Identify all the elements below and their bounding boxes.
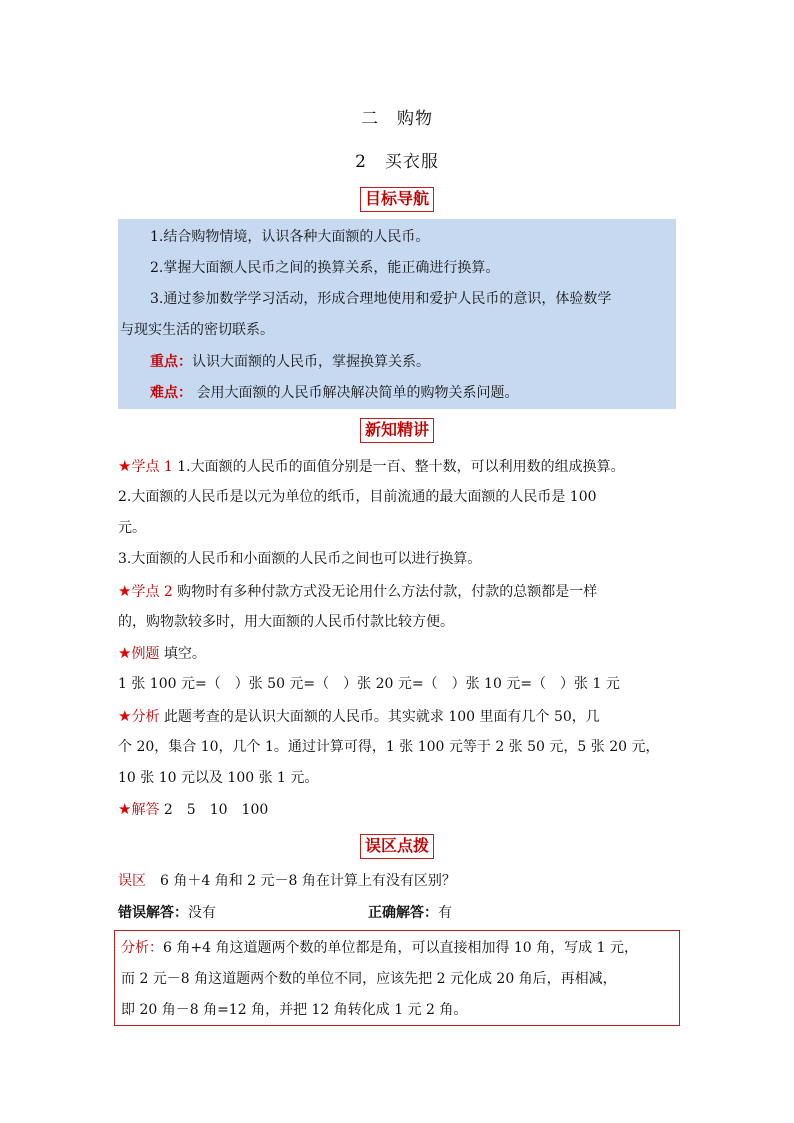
star-icon: ★	[118, 707, 132, 725]
goals-heading: 目标导航	[360, 187, 434, 212]
key-point-text: 认识大面额的人民币，掌握换算关系。	[192, 354, 430, 370]
example-line	[118, 643, 206, 664]
wrong-answer	[118, 903, 216, 923]
goal-item-3-cont: 与现实生活的密切联系。	[120, 322, 274, 338]
star-icon: ★	[118, 457, 132, 475]
pitfall-analysis-line2: 而 2 元－8 角这道题两个数的单位不同，应该先把 2 元化成 20 角后，再相减，	[121, 971, 617, 987]
answer-line	[118, 799, 268, 820]
pitfall-label: 误区	[118, 873, 146, 889]
goal-item-2: 2.掌握大面额人民币之间的换算关系，能正确进行换算。	[150, 260, 500, 276]
new-knowledge-heading: 新知精讲	[360, 418, 434, 443]
analysis-line3: 10 张 10 元以及 100 张 1 元。	[118, 770, 319, 786]
wrong-answer-label: 错误解答：	[118, 905, 188, 921]
key-point-label: 重点：	[150, 354, 192, 370]
difficult-point-label: 难点：	[150, 385, 192, 401]
point2-line2: 的，购物款较多时，用大面额的人民币付款比较方便。	[118, 614, 454, 630]
lesson-title: 2 买衣服	[355, 152, 439, 172]
point2-label: 学点 2	[131, 584, 173, 600]
goal-item-3: 3.通过参加数学学习活动，形成合理地使用和爱护人民币的意识，体验数学	[150, 291, 612, 307]
pitfall-analysis-line3: 即 20 角－8 角=12 角，并把 12 角转化成 1 元 2 角。	[121, 1002, 468, 1018]
point1-line4: 3.大面额的人民币和小面额的人民币之间也可以进行换算。	[118, 551, 482, 567]
unit-title: 二 购物	[361, 109, 433, 129]
difficult-point	[150, 383, 518, 403]
point1-text-1: 1.大面额的人民币的面值分别是一百、整十数，可以利用数的组成换算。	[177, 459, 625, 475]
point1-label: 学点 1	[131, 459, 173, 475]
goal-item-1: 1.结合购物情境，认识各种大面额的人民币。	[150, 229, 430, 245]
answer-text: 2 5 10 100	[159, 802, 269, 818]
point2-line1	[118, 581, 597, 602]
right-answer-label: 正确解答：	[368, 905, 438, 921]
pitfall-question: 6 角＋4 角和 2 元－8 角在计算上有没有区别？	[146, 873, 456, 889]
example-question: 1 张 100 元=（ ）张 50 元=（ ）张 20 元=（ ）张 10 元=（ ）张 1 元	[118, 676, 620, 692]
difficult-point-text: 会用大面额的人民币解决解决简单的购物关系问题。	[192, 385, 519, 401]
answer-label: 解答	[131, 802, 160, 818]
analysis-line2: 个 20，集合 10，几个 1。通过计算可得，1 张 100 元等于 2 张 50 元，5 张 20 元，	[118, 739, 660, 755]
goals-panel	[118, 219, 676, 409]
wrong-answer-text: 没有	[188, 905, 216, 921]
right-answer	[368, 903, 452, 923]
point2-text-1: 购物时有多种付款方式没无论用什么方法付款，付款的总额都是一样	[172, 584, 598, 600]
star-icon: ★	[118, 800, 132, 818]
point1-line1	[118, 456, 625, 477]
star-icon: ★	[118, 644, 132, 662]
pitfall-question-line	[118, 871, 456, 891]
analysis-line1	[118, 706, 600, 727]
pitfall-analysis-text-1: 6 角+4 角这道题两个数的单位都是角，可以直接相加得 10 角，写成 1 元，	[163, 940, 638, 956]
pitfall-analysis-box	[114, 930, 680, 1026]
example-text: 填空。	[159, 646, 206, 662]
point1-line2: 2.大面额的人民币是以元为单位的纸币，目前流通的最大面额的人民币是 100	[118, 489, 597, 505]
pitfalls-heading: 误区点拨	[360, 834, 434, 859]
point1-line3: 元。	[118, 520, 146, 536]
star-icon: ★	[118, 582, 132, 600]
example-label: 例题	[131, 646, 160, 662]
analysis-label: 分析	[131, 709, 160, 725]
right-answer-text: 有	[438, 905, 452, 921]
pitfall-analysis-line1	[121, 938, 638, 958]
key-point	[150, 352, 430, 372]
pitfall-analysis-label: 分析：	[121, 940, 163, 956]
analysis-text-1: 此题考查的是认识大面额的人民币。其实就求 100 里面有几个 50，几	[159, 709, 600, 725]
